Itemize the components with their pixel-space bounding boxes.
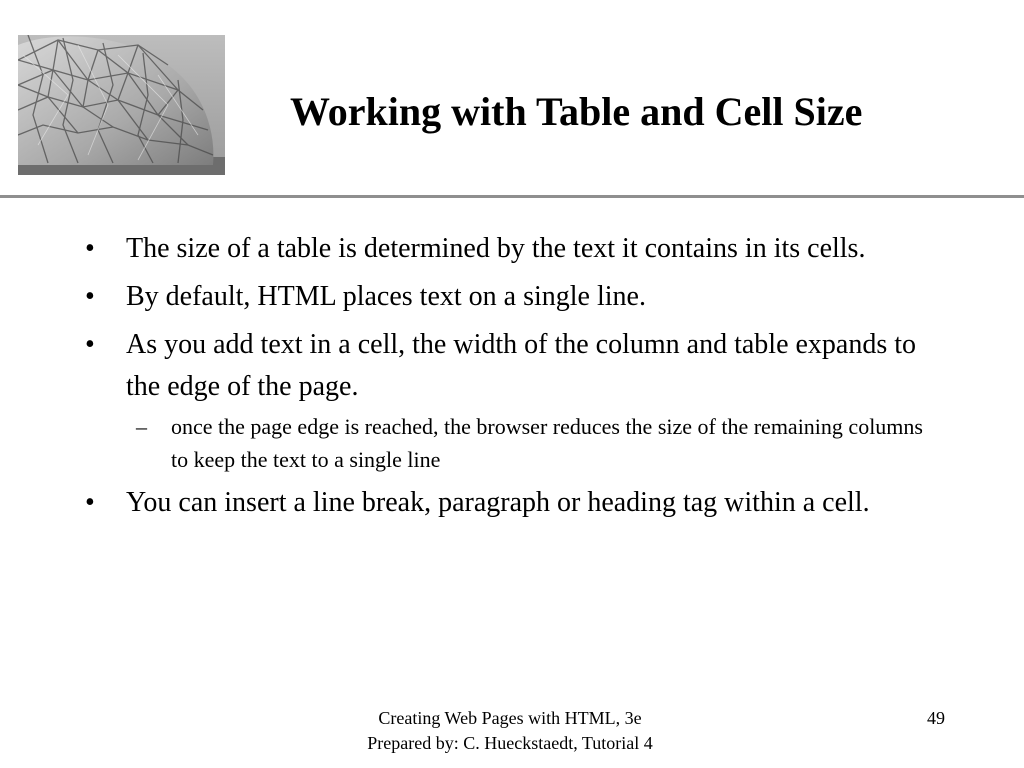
slide-logo-image: [18, 35, 225, 175]
sub-bullet-text: once the page edge is reached, the browser reduces the size of the remaining columns to keep the text to a single line: [171, 414, 923, 472]
bullet-item: [85, 482, 945, 524]
dash-icon: –: [136, 414, 147, 439]
sub-bullet-list: [126, 410, 945, 476]
bullet-dot-icon: •: [85, 233, 95, 264]
bullet-text: By default, HTML places text on a single line.: [126, 281, 646, 312]
footer-course-title: Creating Web Pages with HTML, 3e: [378, 708, 642, 728]
slide-footer: [300, 706, 720, 756]
page-number: 49: [927, 708, 945, 728]
footer-author: Prepared by: C. Hueckstaedt, Tutorial 4: [367, 733, 653, 753]
bullet-dot-icon: •: [85, 281, 95, 312]
title-divider: [0, 195, 1024, 198]
bullet-dot-icon: •: [85, 487, 95, 518]
bullet-item: [85, 228, 945, 270]
bullet-item: [85, 276, 945, 318]
bullet-item: [85, 324, 945, 476]
bullet-list: [85, 228, 945, 530]
lattice-dome-photo-icon: [18, 35, 225, 175]
bullet-text: You can insert a line break, paragraph or heading tag within a cell.: [126, 487, 870, 518]
bullet-text: The size of a table is determined by the text it contains in its cells.: [126, 233, 866, 264]
bullet-text: As you add text in a cell, the width of the column and table expands to the edge of the page.: [126, 329, 917, 402]
sub-bullet-item: [126, 410, 945, 476]
slide-title: Working with Table and Cell Size: [290, 89, 863, 134]
bullet-dot-icon: •: [85, 329, 95, 360]
